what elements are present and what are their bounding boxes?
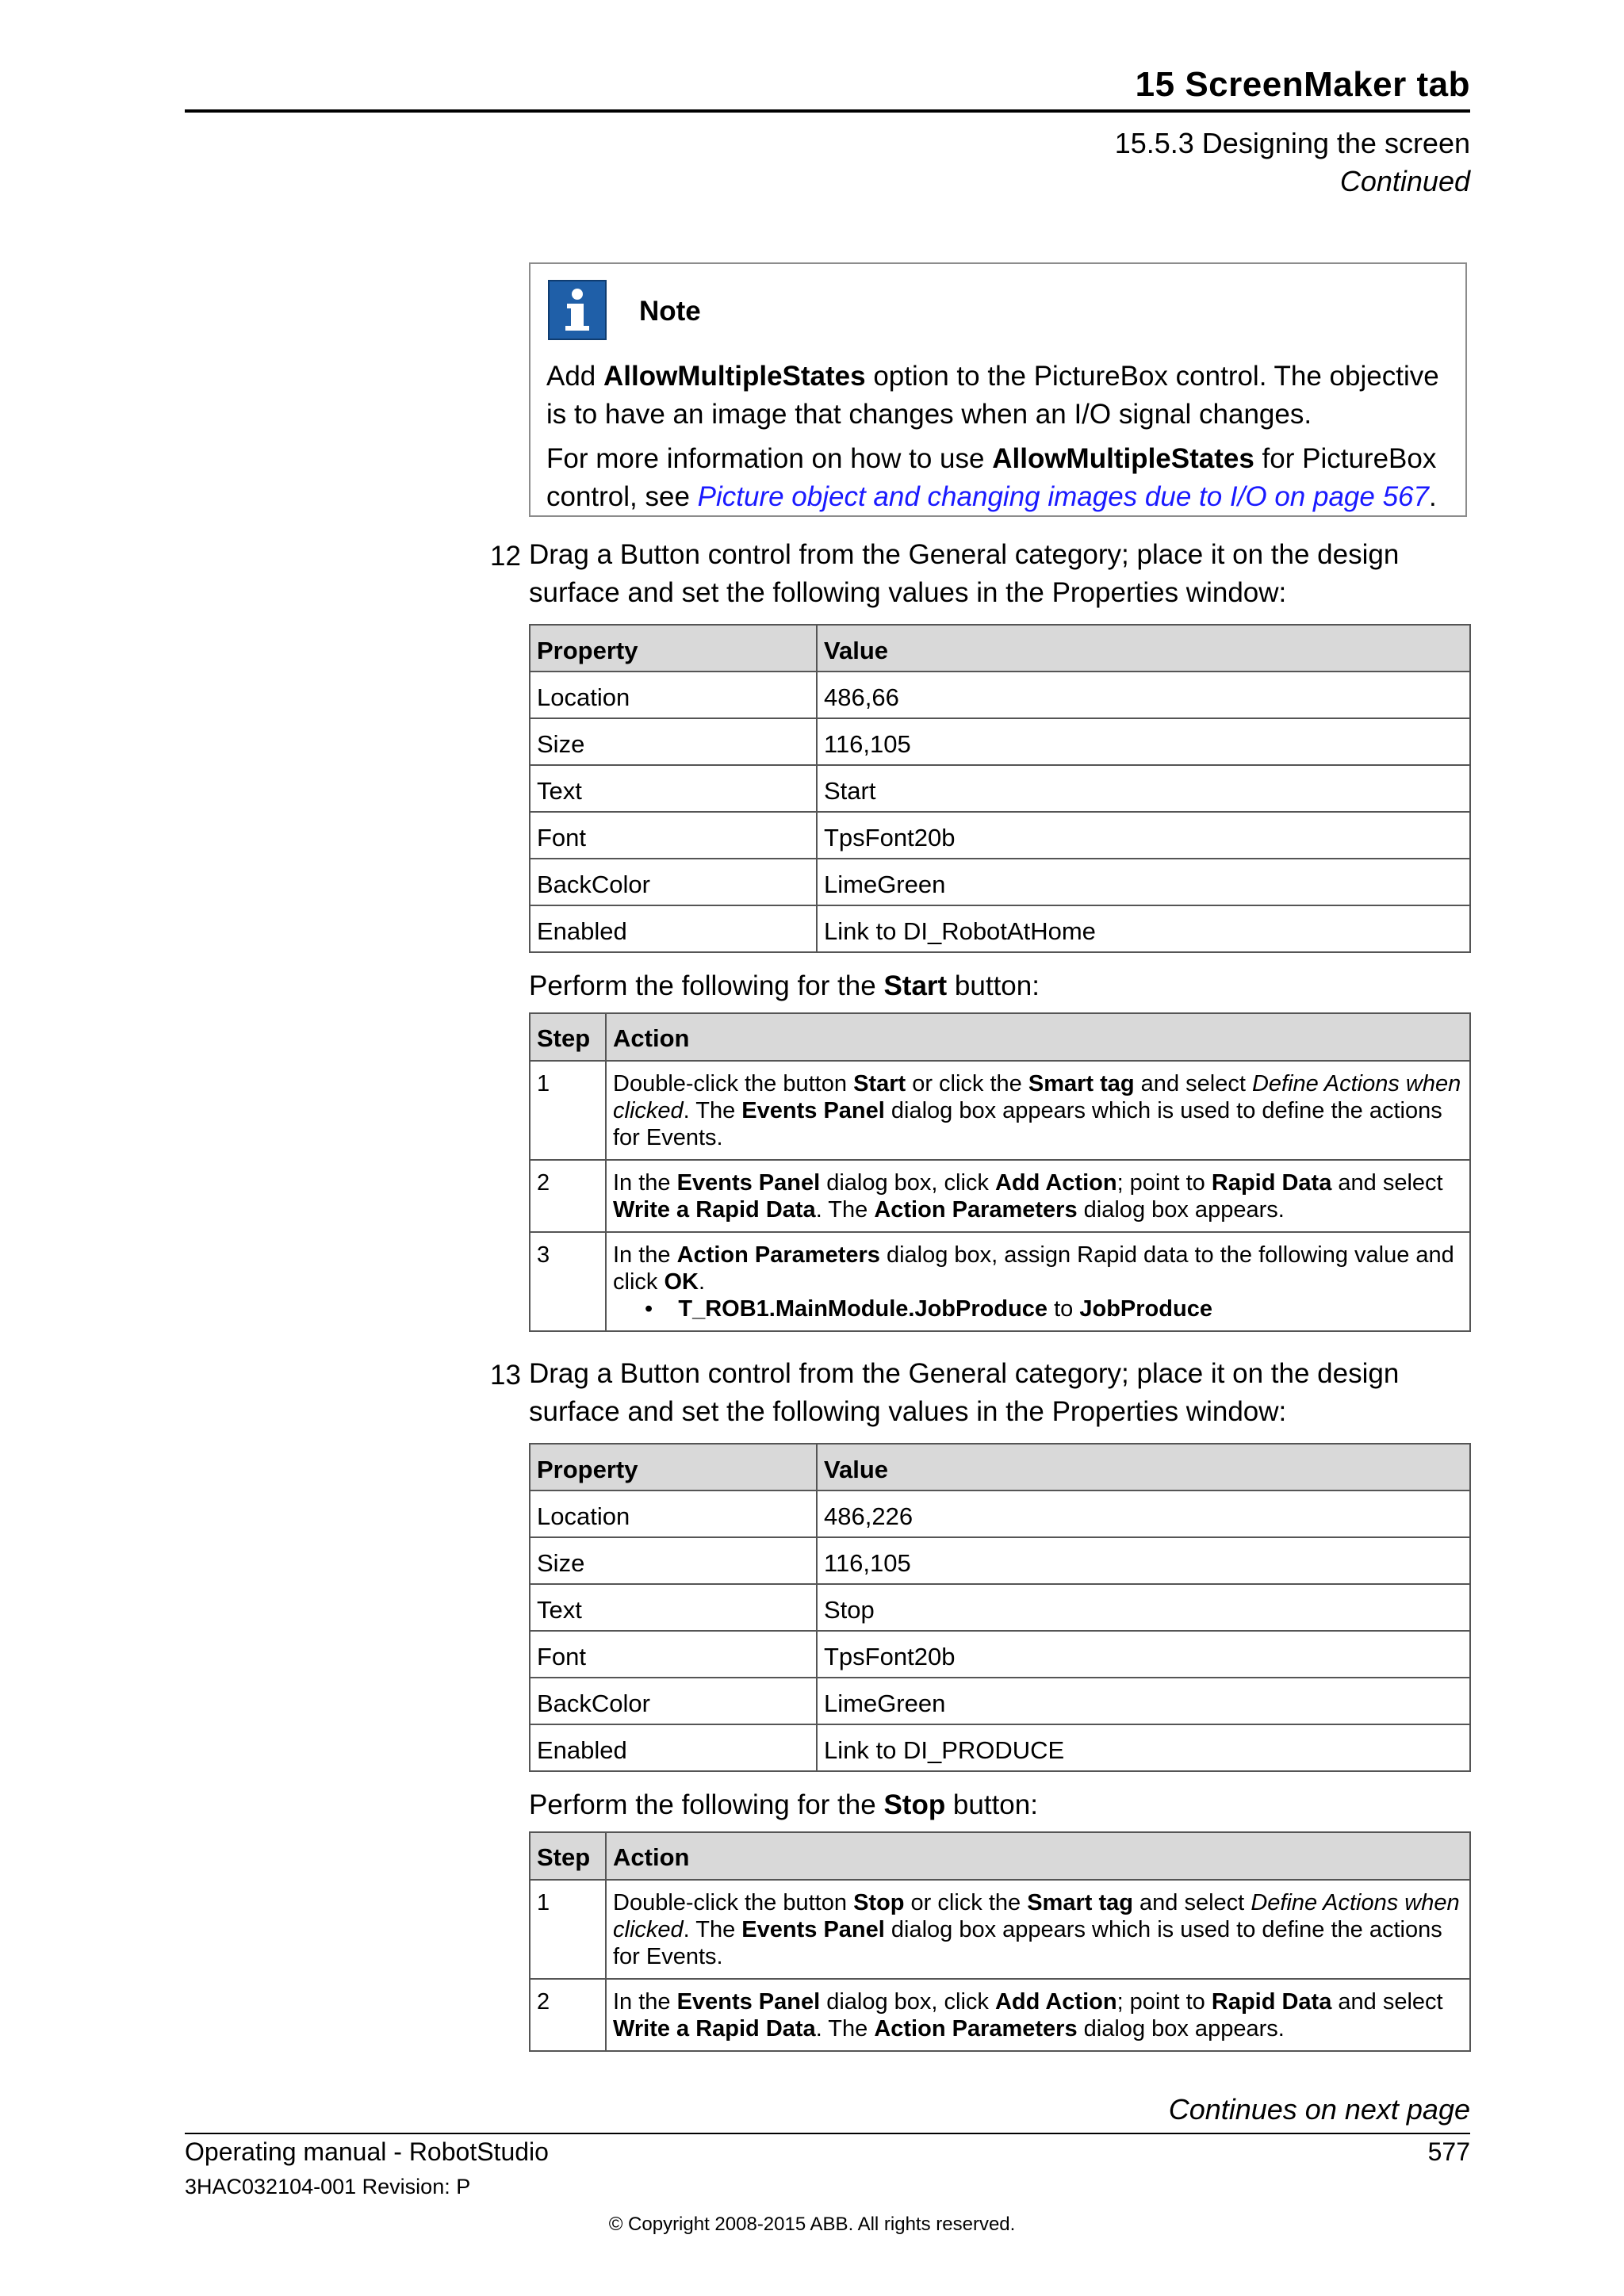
property-cell: Enabled <box>530 1724 817 1771</box>
action-cell: In the Events Panel dialog box, click Add Action; point to Rapid Data and select Write a Rapid Data. The Action Parameters dialog box appears. <box>606 1160 1470 1232</box>
column-header-value: Value <box>817 1444 1470 1490</box>
value-cell: 486,226 <box>817 1490 1470 1537</box>
value-cell: 486,66 <box>817 672 1470 718</box>
value-cell: TpsFont20b <box>817 1631 1470 1678</box>
table-header-row <box>530 1832 1470 1880</box>
table-row <box>530 1631 1470 1678</box>
table-row <box>530 1160 1470 1232</box>
table-row <box>530 718 1470 765</box>
continues-label: Continues on next page <box>1168 2093 1470 2126</box>
page-number: 577 <box>1427 2137 1470 2166</box>
note-box <box>529 262 1467 517</box>
value-cell: 116,105 <box>817 1537 1470 1584</box>
table-row <box>530 1724 1470 1771</box>
value-cell: TpsFont20b <box>817 812 1470 859</box>
actions-table-stop <box>529 1831 1471 2052</box>
note-title: Note <box>639 296 701 327</box>
bullet-item: • T_ROB1.MainModule.JobProduce to JobProduce <box>645 1296 1212 1322</box>
step-cell: 2 <box>530 1979 606 2051</box>
property-cell: Location <box>530 1490 817 1537</box>
value-cell: Start <box>817 765 1470 812</box>
footer-rule <box>185 2133 1470 2134</box>
table-row <box>530 1584 1470 1631</box>
value-cell: Link to DI_RobotAtHome <box>817 905 1470 952</box>
step-cell: 1 <box>530 1061 606 1160</box>
column-header-value: Value <box>817 625 1470 672</box>
perform-stop-heading: Perform the following for the Stop button: <box>529 1789 1038 1820</box>
chapter-title: 15 ScreenMaker tab <box>1135 65 1470 104</box>
section-title: 15.5.3 Designing the screen <box>1114 127 1470 159</box>
properties-table-stop <box>529 1443 1471 1772</box>
table-header-row <box>530 625 1470 672</box>
action-cell: In the Action Parameters dialog box, assign Rapid data to the following value and click OK. • T_ROB1.MainModule.JobProduce to JobProduce <box>606 1232 1470 1331</box>
value-cell: LimeGreen <box>817 859 1470 905</box>
action-cell: Double-click the button Start or click the Smart tag and select Define Actions when clicked. The Events Panel dialog box appears which is used to define the actions for Events. <box>606 1061 1470 1160</box>
perform-start-heading: Perform the following for the Start button: <box>529 970 1040 1001</box>
property-cell: Location <box>530 672 817 718</box>
table-row <box>530 859 1470 905</box>
property-cell: Enabled <box>530 905 817 952</box>
property-cell: Font <box>530 812 817 859</box>
table-row <box>530 1678 1470 1724</box>
property-cell: Text <box>530 765 817 812</box>
table-row <box>530 672 1470 718</box>
continued-label: Continued <box>1339 165 1470 197</box>
table-row <box>530 1490 1470 1537</box>
step-cell: 3 <box>530 1232 606 1331</box>
info-icon <box>548 280 607 340</box>
column-header-step: Step <box>530 1832 606 1880</box>
property-cell: BackColor <box>530 859 817 905</box>
step-cell: 2 <box>530 1160 606 1232</box>
property-cell: BackColor <box>530 1678 817 1724</box>
value-cell: Link to DI_PRODUCE <box>817 1724 1470 1771</box>
action-cell: In the Events Panel dialog box, click Add Action; point to Rapid Data and select Write a Rapid Data. The Action Parameters dialog box appears. <box>606 1979 1470 2051</box>
header-rule <box>185 109 1470 113</box>
column-header-step: Step <box>530 1013 606 1061</box>
value-cell: Stop <box>817 1584 1470 1631</box>
step-number-13: 13 <box>490 1360 521 1391</box>
column-header-property: Property <box>530 1444 817 1490</box>
property-cell: Font <box>530 1631 817 1678</box>
value-cell: LimeGreen <box>817 1678 1470 1724</box>
properties-table-start <box>529 624 1471 953</box>
step-12-text: Drag a Button control from the General category; place it on the design surface and set the following values in the Properties window: <box>529 539 1400 608</box>
column-header-property: Property <box>530 625 817 672</box>
copyright: © Copyright 2008-2015 ABB. All rights reserved. <box>608 2214 1016 2235</box>
table-row <box>530 905 1470 952</box>
step-13-text: Drag a Button control from the General category; place it on the design surface and set the following values in the Properties window: <box>529 1358 1400 1427</box>
column-header-action: Action <box>606 1832 1470 1880</box>
note-paragraph-1: Add AllowMultipleStates option to the PictureBox control. The objective is to have an image that changes when an I/O signal changes. <box>546 361 1439 430</box>
note-paragraph-2: For more information on how to use AllowMultipleStates for PictureBox control, see Picture object and changing images due to I/O on page 567. <box>546 443 1437 512</box>
column-header-action: Action <box>606 1013 1470 1061</box>
table-header-row <box>530 1444 1470 1490</box>
table-row <box>530 812 1470 859</box>
picture-object-link[interactable]: Picture object and changing images due to I/O on page 567 <box>697 481 1429 512</box>
value-cell: 116,105 <box>817 718 1470 765</box>
table-row <box>530 1232 1470 1331</box>
document-id: 3HAC032104-001 Revision: P <box>185 2175 471 2198</box>
property-cell: Text <box>530 1584 817 1631</box>
manual-title: Operating manual - RobotStudio <box>185 2137 549 2166</box>
table-row <box>530 1880 1470 1979</box>
table-row <box>530 1979 1470 2051</box>
table-header-row <box>530 1013 1470 1061</box>
step-number-12: 12 <box>490 541 521 572</box>
actions-table-start <box>529 1012 1471 1332</box>
table-row <box>530 1061 1470 1160</box>
action-cell: Double-click the button Stop or click the Smart tag and select Define Actions when clicked. The Events Panel dialog box appears which is used to define the actions for Events. <box>606 1880 1470 1979</box>
table-row <box>530 765 1470 812</box>
step-cell: 1 <box>530 1880 606 1979</box>
property-cell: Size <box>530 718 817 765</box>
table-row <box>530 1537 1470 1584</box>
property-cell: Size <box>530 1537 817 1584</box>
